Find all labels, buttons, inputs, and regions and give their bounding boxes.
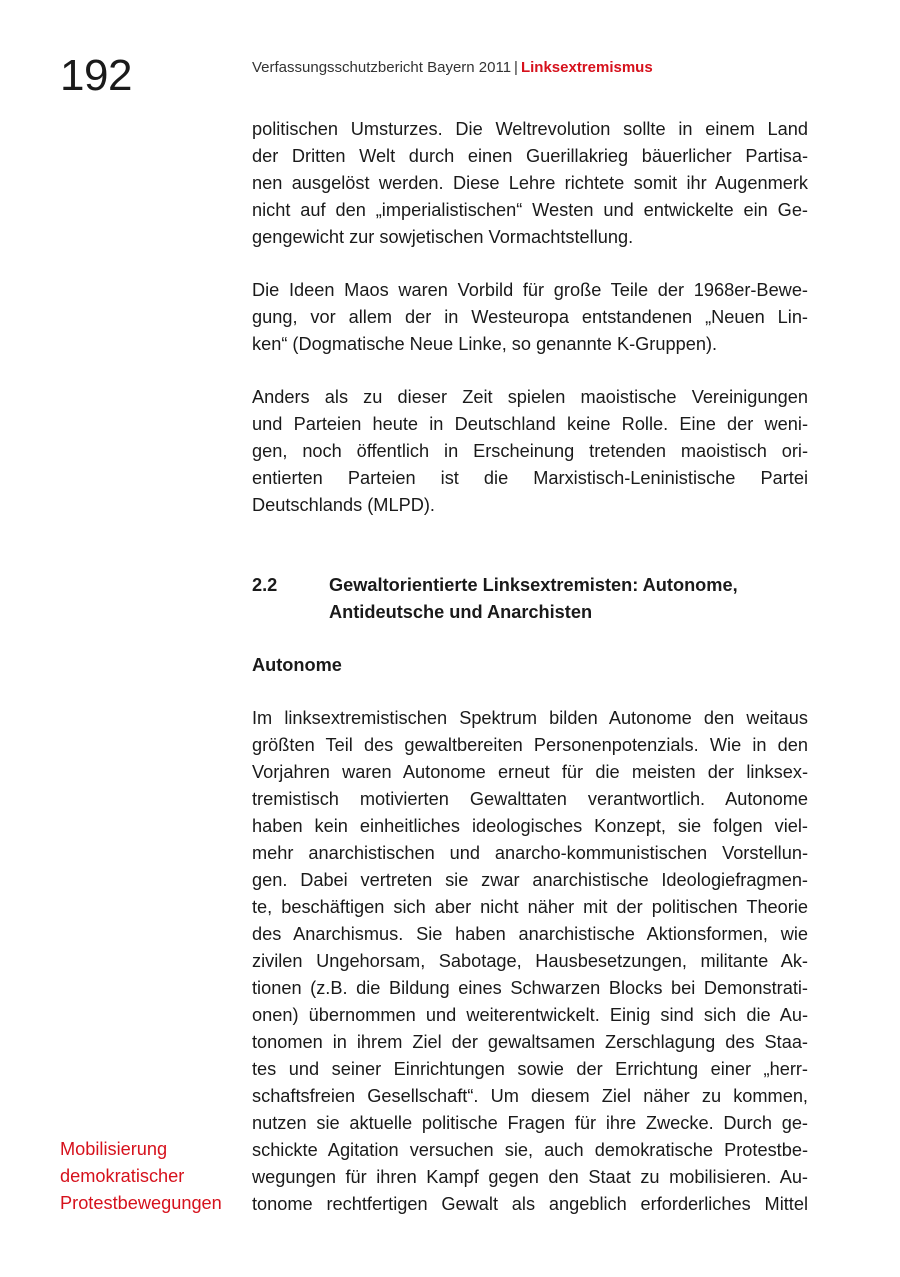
text-line: nutzen sie aktuelle politische Fragen für ihre Zwecke. Durch ge- — [252, 1113, 808, 1133]
text-line: wegungen für ihren Kampf gegen den Staat zu mobilisieren. Au- — [252, 1167, 808, 1187]
text-line: politischen Umsturzes. Die Weltrevolution sollte in einem Land — [252, 119, 808, 139]
section-title-line: Antideutsche und Anarchisten — [329, 602, 593, 622]
text-line: schaftsfreien Gesellschaft“. Um diesem Ziel näher zu kommen, — [252, 1086, 808, 1106]
paragraph-mlpd — [252, 384, 808, 519]
text-line: größten Teil des gewaltbereiten Personenpotenzials. Wie in den — [252, 735, 808, 755]
text-line: Die Ideen Maos waren Vorbild für große Teile der 1968er-Bewe- — [252, 280, 808, 300]
text-line: Im linksextremistischen Spektrum bilden Autonome den weitaus — [252, 708, 808, 728]
paragraph-maoism-revolution — [252, 116, 808, 251]
running-header — [252, 58, 653, 78]
margin-note — [60, 1136, 245, 1217]
text-line: schickte Agitation versuchen sie, auch demokratische Protestbe- — [252, 1140, 808, 1160]
text-line: gung, vor allem der in Westeuropa entstandenen „Neuen Lin- — [252, 307, 808, 327]
text-line: Anders als zu dieser Zeit spielen maoistische Vereinigungen — [252, 387, 808, 407]
paragraph-autonome — [252, 705, 808, 1218]
section-title — [329, 572, 738, 626]
text-line: zivilen Ungehorsam, Sabotage, Hausbesetzungen, militante Ak- — [252, 951, 808, 971]
text-line: nen ausgelöst werden. Diese Lehre richtete somit ihr Augenmerk — [252, 173, 808, 193]
text-line: Vorjahren waren Autonome erneut für die meisten der linksex- — [252, 762, 808, 782]
margin-note-line: demokratischer — [60, 1166, 185, 1186]
text-line: tremistisch motivierten Gewalttaten verantwortlich. Autonome — [252, 789, 808, 809]
text-line: des Anarchismus. Sie haben anarchistische Aktionsformen, wie — [252, 924, 808, 944]
text-line: entierten Parteien ist die Marxistisch-Leninistische Partei — [252, 468, 808, 488]
text-line: nicht auf den „imperialistischen“ Westen und entwickelte ein Ge- — [252, 200, 808, 220]
report-title: Verfassungsschutzbericht Bayern 2011 — [252, 59, 512, 76]
page-number: 192 — [60, 51, 132, 100]
paragraph-1968-movement — [252, 277, 808, 358]
margin-note-line: Protestbewegungen — [60, 1193, 222, 1213]
section-number: 2.2 — [252, 575, 278, 595]
text-line: der Dritten Welt durch einen Guerillakrieg bäuerlicher Partisa- — [252, 146, 808, 166]
text-line: ken“ (Dogmatische Neue Linke, so genannte K-Gruppen). — [252, 334, 718, 354]
main-content — [252, 116, 808, 1218]
header-separator: | — [514, 59, 518, 76]
section-label: Linksextremismus — [520, 59, 653, 76]
text-line: gen. Dabei vertreten sie zwar anarchistische Ideologiefragmen- — [252, 870, 808, 890]
subheading-autonome: Autonome — [252, 655, 342, 675]
text-line: tionen (z.B. die Bildung eines Schwarzen Blocks bei Demonstrati- — [252, 978, 808, 998]
text-line: und Parteien heute in Deutschland keine Rolle. Eine der weni- — [252, 414, 808, 434]
text-line: tonome rechtfertigen Gewalt als angeblich erforderliches Mittel — [252, 1194, 808, 1214]
text-line: mehr anarchistischen und anarcho-kommunistischen Vorstellun- — [252, 843, 808, 863]
text-line: haben kein einheitliches ideologisches Konzept, sie folgen viel- — [252, 816, 808, 836]
text-line: tes und seiner Einrichtungen sowie der Errichtung einer „herr- — [252, 1059, 808, 1079]
text-line: gengewicht zur sowjetischen Vormachtstellung. — [252, 227, 634, 247]
text-line: gen, noch öffentlich in Erscheinung tretenden maoistisch ori- — [252, 441, 808, 461]
text-line: Deutschlands (MLPD). — [252, 495, 435, 515]
text-line: te, beschäftigen sich aber nicht näher mit der politischen Theorie — [252, 897, 808, 917]
section-heading — [252, 572, 808, 626]
text-line: tonomen in ihrem Ziel der gewaltsamen Zerschlagung des Staa- — [252, 1032, 808, 1052]
margin-note-line: Mobilisierung — [60, 1139, 168, 1159]
section-title-line: Gewaltorientierte Linksextremisten: Autonome, — [329, 575, 738, 595]
text-line: onen) übernommen und weiterentwickelt. Einig sind sich die Au- — [252, 1005, 808, 1025]
